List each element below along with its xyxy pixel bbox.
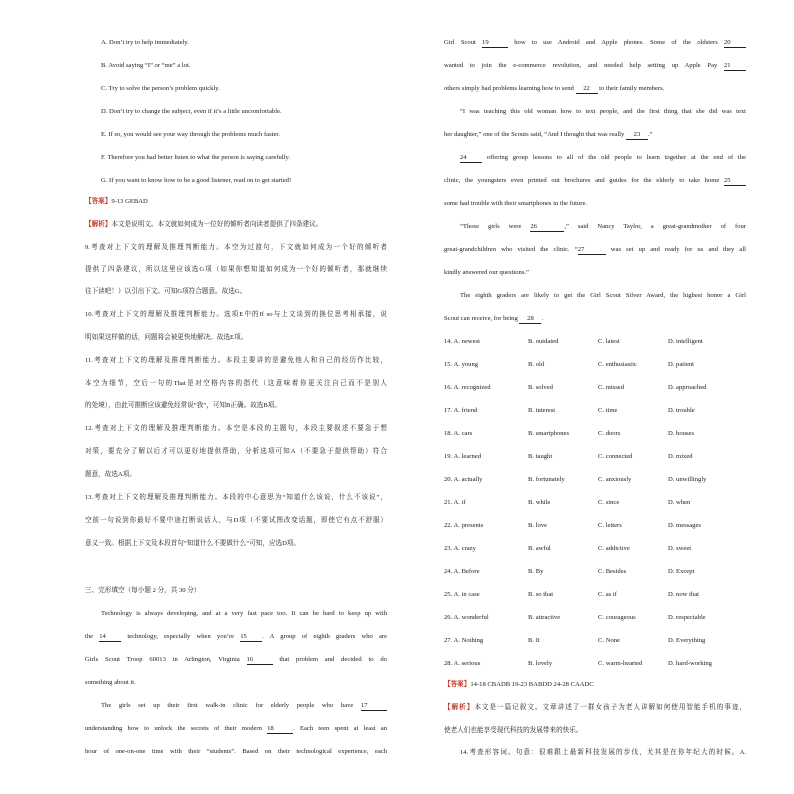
choice-option[interactable]: D. houses [668, 430, 695, 437]
explanation-line: 9.考查对上下文的理解及推理判断能力。本空为过渡句，下文就如何成为一个好的倾听者 [85, 244, 387, 251]
choice-option[interactable]: 26. A. wonderful [444, 614, 489, 621]
answer-text: 9-13 GEBAD [111, 198, 148, 205]
answer-line [85, 197, 148, 206]
choice-option[interactable]: B. taught [528, 453, 553, 460]
blank-22[interactable]: 22 [576, 84, 598, 94]
choice-option[interactable]: B. It [528, 637, 540, 644]
choice-option[interactable]: 28. A. serious [444, 660, 481, 667]
choice-option[interactable]: C. warm-hearted [598, 660, 643, 667]
analysis-line: 14.考查形容词。句意：很难跟上最新科技发展的步伐，尤其是在你年纪大的时候。A. [460, 749, 746, 756]
explanation-line: 对策，要充分了解以后才可以更好地提供帮助，分析选项可知A（不要急于提供帮助）符合 [85, 448, 387, 455]
passage-line: hour of one-on-one time with their “students”. Based on their technological experience, each [85, 748, 387, 755]
analysis-line [85, 220, 322, 229]
passage-line: “Those girls were 26 ,” said Nancy Taylor, a great-grandmother of four [460, 223, 746, 230]
choice-option[interactable]: D. patient [668, 361, 695, 368]
answer-label: 【答案】 [444, 681, 471, 688]
explanation-line: 意义一致。根据上下文及本段首句“知道什么不要做什么”可知，应选D项。 [85, 540, 301, 547]
blank-27[interactable]: 27 [578, 245, 606, 255]
explanation-line: 12.考查对上下文的理解及推理判断能力。本空是本段的主题句，本段主要叙述不要急于想 [85, 425, 387, 432]
choice-option[interactable]: D. now that [668, 591, 699, 598]
choice-option[interactable]: D. Everything [668, 637, 706, 644]
option-a: A. Don’t try to help immediately. [101, 39, 189, 46]
blank-24[interactable]: 24 [460, 153, 482, 163]
choice-option[interactable]: C. missed [598, 384, 625, 391]
blank-28[interactable]: 28 [519, 314, 541, 324]
choice-option[interactable]: 23. A. crazy [444, 545, 476, 552]
passage-line: “I was teaching this old woman how to text people, and the first thing that she did was text [460, 108, 746, 115]
passage-line: something about it. [85, 679, 136, 686]
explanation-line: 往下读吧！）以引出下文。可知G项符合题意。故选G。 [85, 288, 247, 295]
choice-option[interactable]: 24. A. Before [444, 568, 480, 575]
choice-option[interactable]: D. Except [668, 568, 695, 575]
blank-26[interactable]: 26 [530, 222, 564, 232]
passage-line: clinic, the youngsters even printed out brochures and guides for the elderly to take home 25 [444, 176, 746, 186]
analysis-line: 使老人们也能享受现代科技的发展带来的快乐。 [444, 727, 583, 734]
choice-option[interactable]: D. sweet [668, 545, 692, 552]
blank-17[interactable]: 17 [361, 701, 387, 711]
blank-20[interactable]: 20 [724, 38, 746, 48]
choice-option[interactable]: B. while [528, 499, 551, 506]
analysis-label: 【解析】 [85, 221, 112, 228]
answer-line [444, 680, 594, 689]
analysis-text: 本文是说明文。本文就如何成为一位好的倾听者向读者提供了四条建议。 [111, 221, 323, 228]
choice-option[interactable]: B. outdated [528, 338, 559, 345]
option-g: G. If you want to know how to be a good listener, read on to get started! [101, 177, 292, 184]
answer-text: 14-18 CBADB 19-23 BABDD 24-28 CAADC [470, 681, 594, 688]
choice-option[interactable]: B. interest [528, 407, 556, 414]
choice-option[interactable]: 18. A. cars [444, 430, 473, 437]
passage-line: Girls Scout Troop 60013 in Arlington, Virginia 16 that problem and decided to do [85, 656, 387, 663]
blank-25[interactable]: 25 [724, 176, 746, 186]
choice-option[interactable]: C. as if [598, 591, 617, 598]
passage-line: 24 offering group lessons to all of the old people to learn together at the end of the [460, 154, 746, 161]
choice-option[interactable]: D. messages [668, 522, 701, 529]
choice-option[interactable]: B. By [528, 568, 544, 575]
passage-line: others simply had problems learning how to send 22 to their family members. [444, 85, 665, 92]
blank-15[interactable]: 15 [240, 632, 262, 642]
passage-line: Technology is always developing, and at a very fast pace too. It can be hard to keep up with [101, 610, 387, 617]
choice-option[interactable]: C. time [598, 407, 618, 414]
option-f: F. Therefore you had better listen to what the person is saying carefully. [101, 154, 290, 161]
option-d: D. Don’t try to change the subject, even if it’s a little uncomfortable. [101, 108, 282, 115]
passage-line: The eighth graders are likely to get the Girl Scout Silver Award, the highest honor a Girl [460, 292, 746, 299]
choice-option[interactable]: D. unwillingly [668, 476, 707, 483]
passage-line: The girls set up their first walk-in clinic for elderly people who have 17 [101, 701, 387, 711]
choice-option[interactable]: C. Besides [598, 568, 627, 575]
blank-14[interactable]: 14 [99, 632, 121, 642]
choice-option[interactable]: C. latest [598, 338, 620, 345]
choice-option[interactable]: 17. A. friend [444, 407, 478, 414]
choice-option[interactable]: B. smartphones [528, 430, 570, 437]
passage-line: Girl Scout 19 how to use Android and Apple phones. Some of the oldsters 20 [444, 38, 746, 48]
choice-option[interactable]: C. since [598, 499, 620, 506]
choice-option[interactable]: B. fortunately [528, 476, 565, 483]
choice-option[interactable]: 19. A. learned [444, 453, 481, 460]
choice-option[interactable]: B. solved [528, 384, 553, 391]
explanation-line: 明如果这样做的话，问题将会被更快地解决。故选E项。 [85, 334, 248, 341]
choice-option[interactable]: C. courageous [598, 614, 636, 621]
explanation-line: 的处境），由此可推断应该避免经常说“我”，可知B正确。故选B项。 [85, 402, 281, 409]
choice-option[interactable]: C. addictive [598, 545, 630, 552]
choice-option[interactable]: 21. A. if [444, 499, 466, 506]
passage-line: the 14 technology, especially when you’re 15 . A group of eighth graders who are [85, 633, 388, 640]
choice-option[interactable]: D. trouble [668, 407, 695, 414]
choice-option[interactable]: 16. A. recognized [444, 384, 491, 391]
passage-line: her daughter,” one of the Scouts said, “And I thought that was really 23 .” [444, 131, 653, 138]
passage-line: understanding how to unlock the secrets of their modern 18 . Each teen spent at least an [85, 725, 387, 732]
choice-option[interactable]: C. connected [598, 453, 633, 460]
passage-line: Scout can receive, for being 28 . [444, 315, 544, 322]
explanation-line: 11.考查对上下文的理解及推理判断能力。本段主要讲的是避免他人和自己的经历作比较， [85, 357, 387, 364]
explanation-line: 空前一句说到你最好不要中途打断说话人，与D项（不要试图改变话题，即使它有点不舒服） [85, 517, 387, 524]
choice-option[interactable]: D. intelligent [668, 338, 703, 345]
choice-option[interactable]: B. old [528, 361, 545, 368]
choice-option[interactable]: D. hard-working [668, 660, 712, 667]
choice-option[interactable]: 14. A. newest [444, 338, 480, 345]
blank-23[interactable]: 23 [626, 130, 648, 140]
choice-option[interactable]: 25. A. in case [444, 591, 480, 598]
passage-line: great-grandchildren who visited the clinic. “27 was set up and ready for us and they all [444, 246, 747, 253]
passage-line: some had trouble with their smartphones in the future. [444, 200, 588, 207]
explanation-line: 10.考查对上下文的理解及推理判断能力。选项E中的If so与上文谈到的换位思考相承接，说 [85, 311, 387, 318]
explanation-line: 题意，故选A项。 [85, 471, 136, 478]
choice-option[interactable]: D. when [668, 499, 691, 506]
choice-option[interactable]: C. None [598, 637, 620, 644]
explanation-line: 13.考查对上下文的理解及推理判断能力。本段的中心意思为“知道什么该说，什么不该说”， [85, 494, 387, 501]
choice-option[interactable]: C. enthusiastic [598, 361, 637, 368]
choice-option[interactable]: C. anxiously [598, 476, 632, 483]
blank-21[interactable]: 21 [724, 61, 746, 71]
choice-option[interactable]: 15. A. young [444, 361, 479, 368]
choice-option[interactable]: B. awful [528, 545, 551, 552]
analysis-text: 本文是一篇记叙文。文章讲述了一群女孩子为老人讲解如何使用智能手机的事迹， [474, 704, 747, 711]
choice-option[interactable]: D. respectable [668, 614, 706, 621]
option-e: E. If so, you would see your way through the problems much faster. [101, 131, 280, 138]
choice-option[interactable]: B. so that [528, 591, 554, 598]
choice-option[interactable]: B. attractive [528, 614, 561, 621]
choice-option[interactable]: C. doors [598, 430, 621, 437]
choice-option[interactable]: 27. A. Nothing [444, 637, 484, 644]
choice-option[interactable]: 20. A. actually [444, 476, 483, 483]
choice-option[interactable]: B. lovely [528, 660, 553, 667]
choice-option[interactable]: C. letters [598, 522, 622, 529]
passage-line: wanted to join the e-commerce revolution, and needed help setting up Apple Pay 21 [444, 61, 746, 71]
analysis-line [444, 703, 746, 712]
choice-option[interactable]: 22. A. presents [444, 522, 484, 529]
analysis-label: 【解析】 [444, 704, 475, 711]
choice-option[interactable]: B. love [528, 522, 548, 529]
blank-16[interactable]: 16 [247, 655, 273, 665]
choice-option[interactable]: D. mixed [668, 453, 693, 460]
answer-label: 【答案】 [85, 198, 112, 205]
explanation-line: 提供了四条建议，所以这里应该选G项（如果你想知道如何成为一个好的倾听者，那就继续 [85, 266, 387, 273]
blank-19[interactable]: 19 [482, 38, 508, 48]
passage-line: kindly answered our questions.” [444, 269, 529, 276]
option-b: B. Avoid saying “I” or “me” a lot. [101, 62, 191, 69]
choice-option[interactable]: D. approached [668, 384, 707, 391]
section-title: 三、完形填空（每小题 2 分，共 30 分） [85, 587, 201, 594]
explanation-line: 本空为细节，空后一句的That是对空格内容的指代（这意味着你更关注自己而不是别人 [85, 380, 387, 387]
option-c: C. Try to solve the person’s problem quickly. [101, 85, 220, 92]
blank-18[interactable]: 18 [267, 724, 293, 734]
